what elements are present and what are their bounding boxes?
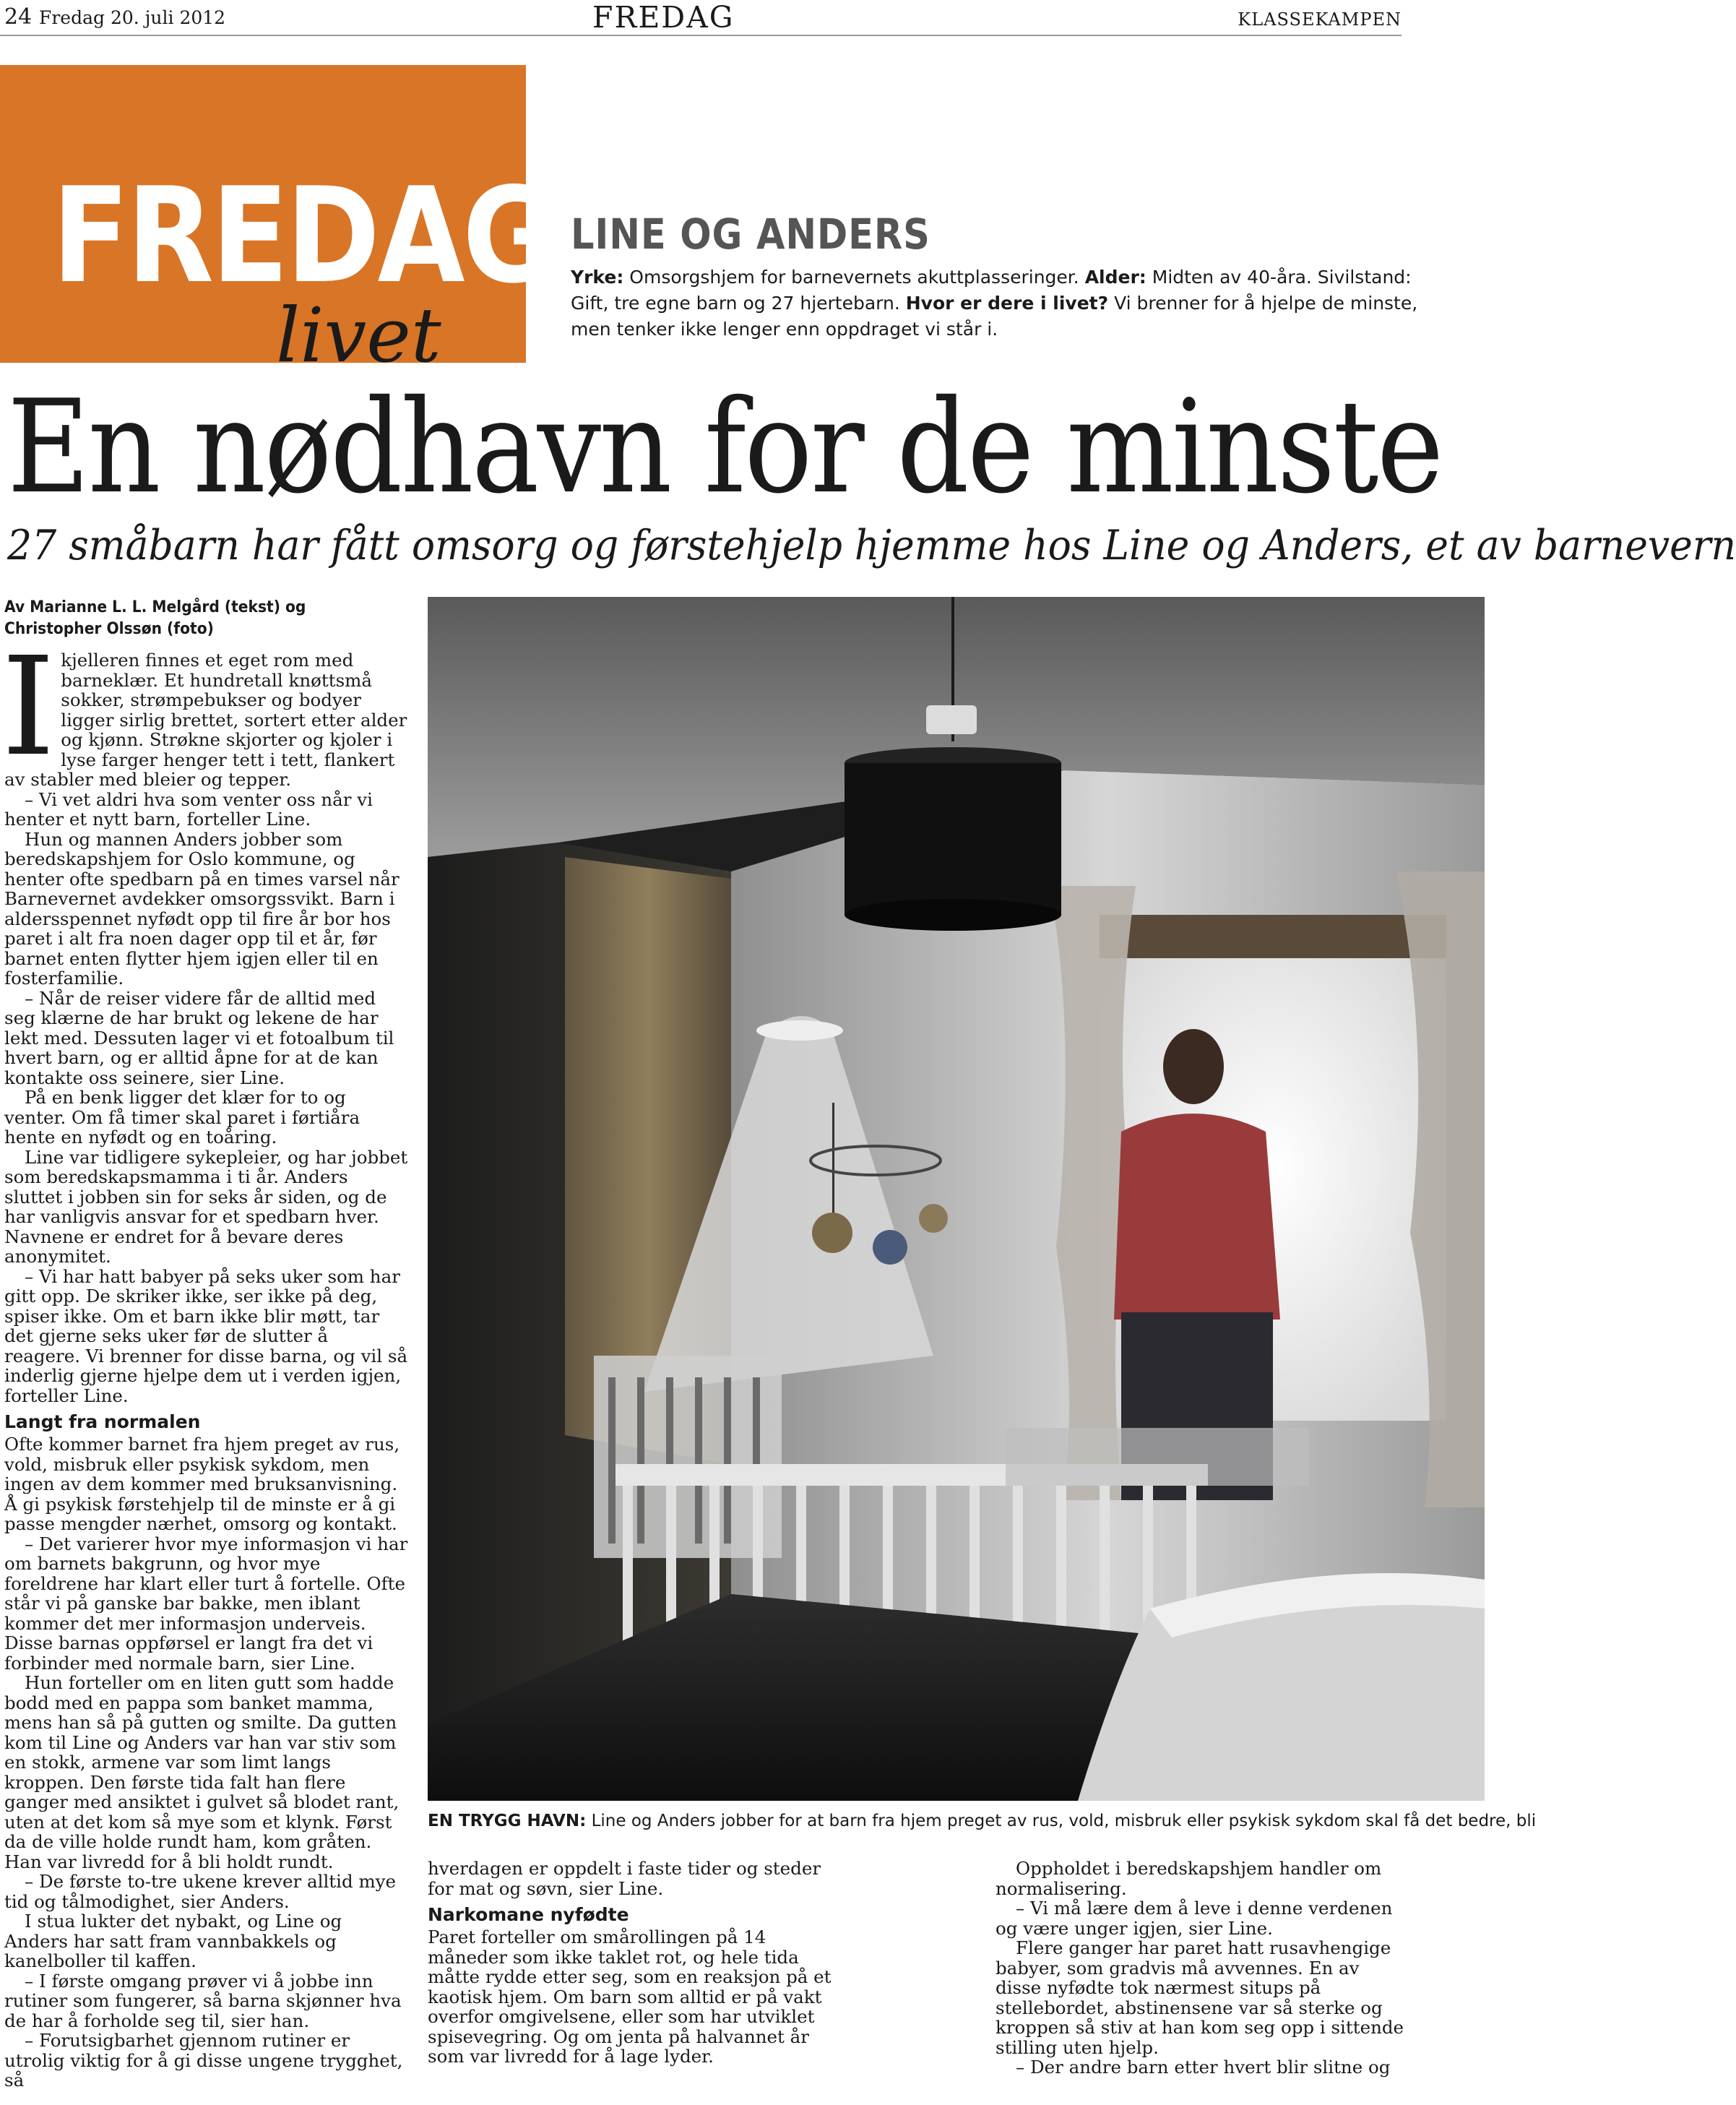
paragraph: – Forutsigbarhet gjennom rutiner er utrolig viktig for å gi disse ungene trygghet, så <box>4 2030 403 2091</box>
article-photo <box>428 597 1485 1801</box>
vignette-subtitle: livet <box>276 291 441 379</box>
issue-date: Fredag 20. juli 2012 <box>39 7 226 28</box>
byline-line-2: Christopher Olssøn (foto) <box>4 620 214 638</box>
profile-name: LINE OG ANDERS <box>571 210 930 259</box>
newspaper-name: KLASSEKAMPEN <box>1238 9 1402 30</box>
paragraph: – De første to-tre ukene krever alltid mye tid og tålmodighet, sier Anders. <box>4 1871 397 1912</box>
subheadline: 27 småbarn har fått omsorg og førstehjelp hjemme hos Line og Anders, et av barnevern <box>7 522 1736 569</box>
paragraph: Ofte kommer barnet fra hjem preget av rus, vold, misbruk eller psykisk sykdom, men ingen av dem kommer med bruksanvisning. Å gi psykisk førstehjelp til de minste er å gi passe mengder nærhet, omsorg og kontakt. <box>4 1434 400 1534</box>
paragraph: kjelleren finnes et eget rom med barneklær. Et hundretall knøttsmå sokker, strømpebukser og bodyer ligger sirlig brettet, sortert etter alder og kjønn. Strøkne skjorter og kjoler i lyse farger henger tett i tett, flankert av stabler med bleier og tepper. <box>4 650 407 790</box>
vignette-title: FREDAG <box>52 159 553 312</box>
caption-label: EN TRYGG HAVN: <box>428 1812 587 1830</box>
caption-text: Line og Anders jobber for at barn fra hjem preget av rus, vold, misbruk eller psykisk sykdom skal få det bedre, bli <box>586 1812 1537 1830</box>
paragraph: På en benk ligger det klær for to og venter. Om få timer skal paret i førtiåra hente en nyfødt og en toåring. <box>4 1087 360 1148</box>
byline-line-1: Av Marianne L. L. Melgård (tekst) og <box>4 598 306 616</box>
article-column-3 <box>996 1859 1410 2101</box>
section-vignette <box>0 65 553 379</box>
headline: En nødhavn for de minste <box>7 372 1442 522</box>
paragraph: Oppholdet i beredskapshjem handler om normalisering. <box>996 1858 1382 1899</box>
paragraph: I stua lukter det nybakt, og Line og Anders har satt fram vannbakkels og kanelboller til kaffen. <box>4 1911 342 1971</box>
profile-facts <box>571 264 1438 343</box>
paragraph: Paret forteller om smårollingen på 14 måneder som ikke taklet rot, og hele tida måtte rydde etter seg, som en reaksjon på et kaotisk hjem. Om barn som alltid er på vakt overfor omgivelsene, eller som har utviklet spisevegring. Og om jenta på halvannet år som var livredd for å lage lyder. <box>428 1927 832 2067</box>
paragraph: – Vi vet aldri hva som venter oss når vi henter et nytt barn, forteller Line. <box>4 788 373 830</box>
paragraph: – Vi må lære dem å leve i denne verdenen og være unger igjen, sier Line. <box>996 1898 1393 1939</box>
paragraph: – Når de reiser videre får de alltid med seg klærne de har brukt og lekene de har lekt med. Dessuten lager vi et fotoalbum til hvert barn, og er alltid åpne for at de kan kontakte oss seinere, sier Line. <box>4 987 394 1088</box>
paragraph: Flere ganger har paret hatt rusavhengige babyer, som gradvis må avvennes. En av disse nyfødte tok nærmest situps på stellebordet, abstinensene var så sterke og kroppen så stiv at han kom seg opp i sittende stilling uten hjelp. <box>996 1937 1404 2058</box>
subheading: Narkomane nyfødte <box>428 1904 629 1925</box>
photo-caption <box>428 1812 1537 1830</box>
occupation-label: Yrke: <box>571 267 624 288</box>
paragraph: – Det varierer hvor mye informasjon vi har om barnets bakgrunn, og hvor mye foreldrene har klart eller turt å fortelle. Ofte står vi på ganske bar bakke, men iblant kommer det mer informasjon underveis. Disse barnas oppførsel er langt fra det vi forbinder med normale barn, sier Line. <box>4 1533 408 1674</box>
age-label: Alder: <box>1084 267 1146 288</box>
paragraph: – I første omgang prøver vi å jobbe inn rutiner som fungerer, så barna skjønner hva de har å forholde seg til, sier han. <box>4 1970 402 2031</box>
subheading: Langt fra normalen <box>4 1411 201 1432</box>
page-number: 24 <box>4 4 33 30</box>
paragraph: – Der andre barn etter hvert blir slitne og <box>1016 2057 1391 2078</box>
paragraph: Hun og mannen Anders jobber som beredskapshjem for Oslo kommune, og henter ofte spedbarn på en times varsel når Barnevernet avdekker omsorgssvikt. Barn i aldersspennet nyfødt opp til fire år bor hos paret i alt fra noen dager opp til et år, før barnet enten flytter hjem igjen eller til en fosterfamilie. <box>4 828 400 989</box>
paragraph: – Vi har hatt babyer på seks uker som har gitt opp. De skriker ikke, ser ikke på deg, spiser ikke. Om et barn ikke blir møtt, tar det gjerne seks uker før de slutter å reagere. Vi brenner for disse barna, og vil så inderlig gjerne hjelpe dem ut i verden igjen, forteller Line. <box>4 1265 408 1406</box>
life-label: Hvor er dere i livet? <box>905 293 1109 314</box>
paragraph: Hun forteller om en liten gutt som hadde bodd med en pappa som banket mamma, mens han så på gutten og smilte. Da gutten kom til Line og Anders var han var stiv som en stokk, armene var som limt langs kroppen. Den første tida falt han flere ganger med ansiktet i gulvet så blodet rant, uten at det kom så mye som et klynk. Først da de ville holde rundt ham, kom gråten. Han var livredd for å bli holdt rundt. <box>4 1672 400 1872</box>
paragraph: hverdagen er oppdelt i faste tider og steder for mat og søvn, sier Line. <box>428 1858 821 1899</box>
drop-cap: I <box>1 628 56 786</box>
age-value: Midten av 40-åra. Sivilstand: Gift, tre egne barn og 27 hjertebarn. <box>571 267 1412 314</box>
occupation-value: Omsorgshjem for barnevernets akuttplasseringer. <box>623 267 1085 288</box>
paragraph: Line var tidligere sykepleier, og har jobbet som beredskapsmamma i ti år. Anders sluttet i jobben sin for seks år siden, og de har vanligvis ansvar for et spedbarn hver. Navnene er endret for å bevare deres anonymitet. <box>4 1146 408 1267</box>
section-name: FREDAG <box>592 0 735 35</box>
article-column-2 <box>428 1859 842 2101</box>
life-value: Vi brenner for å hjelpe de minste, men tenker ikke lenger enn oppdraget vi står i. <box>571 293 1418 340</box>
